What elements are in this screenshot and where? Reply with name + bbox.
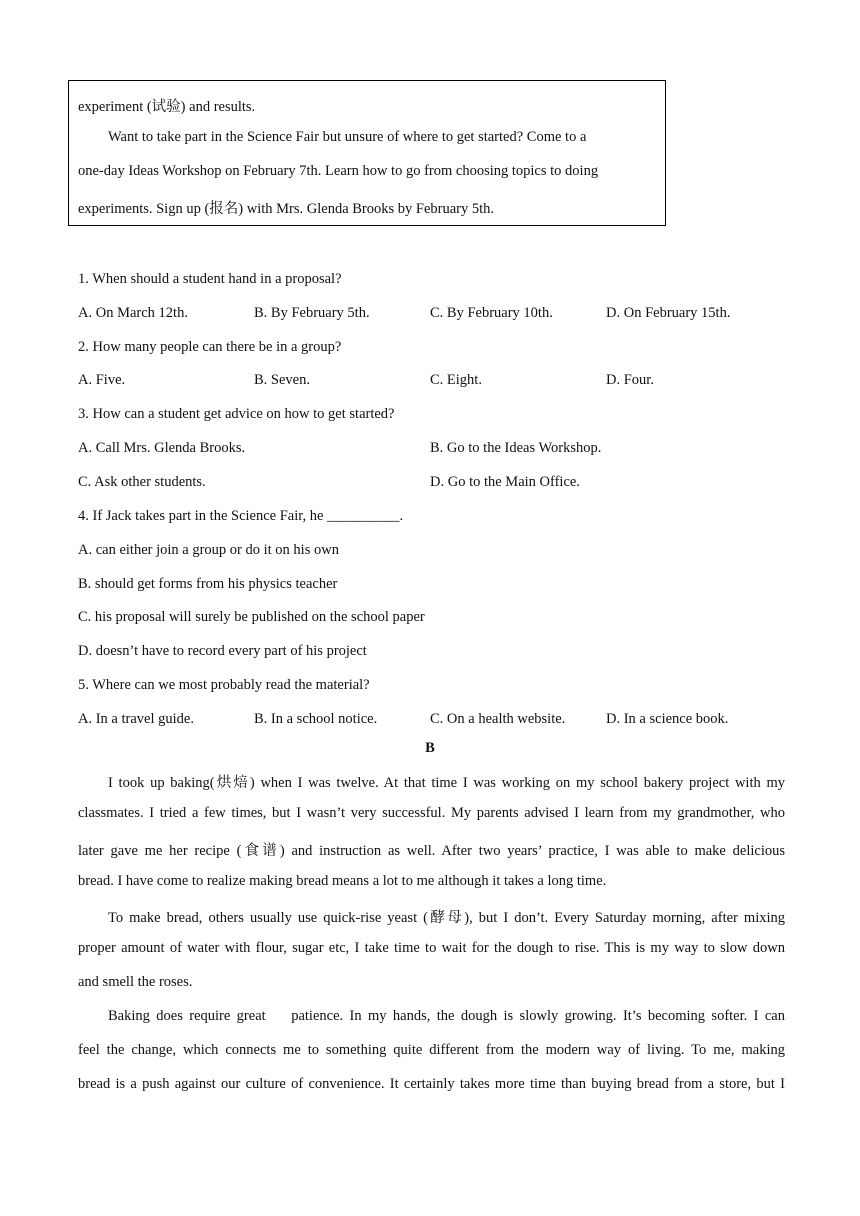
option-b: B. Go to the Ideas Workshop.	[430, 440, 602, 456]
paragraph-line: To make bread, others usually use quick-rise yeast (酵母), but I don’t. Every Saturday morning, after mixing	[108, 910, 785, 926]
section-heading: B	[425, 740, 435, 756]
option-c: C. By February 10th.	[430, 305, 553, 321]
option-d: D. In a science book.	[606, 711, 729, 727]
question-stem: 2. How many people can there be in a group?	[78, 339, 342, 355]
paragraph-line: bread is a push against our culture of convenience. It certainly takes more time than buying bread from a store, but I	[78, 1076, 785, 1092]
option-b: B. In a school notice.	[254, 711, 378, 727]
option-d: D. On February 15th.	[606, 305, 731, 321]
option-b: B. Seven.	[254, 372, 310, 388]
option-d: D. Go to the Main Office.	[430, 474, 580, 490]
question-stem: 4. If Jack takes part in the Science Fair, he __________.	[78, 508, 404, 524]
option-c: C. his proposal will surely be published on the school paper	[78, 609, 425, 625]
paragraph-line: feel the change, which connects me to something quite different from the modern way of living. To me, making	[78, 1042, 785, 1058]
question-stem: 3. How can a student get advice on how to get started?	[78, 406, 395, 422]
option-b: B. should get forms from his physics teacher	[78, 576, 338, 592]
paragraph-line: classmates. I tried a few times, but I wasn’t very successful. My parents advised I learn from my grandmother, who	[78, 805, 785, 821]
question-stem: 5. Where can we most probably read the material?	[78, 677, 370, 693]
passage-a-line: Want to take part in the Science Fair but unsure of where to get started? Come to a	[108, 129, 587, 145]
option-b: B. By February 5th.	[254, 305, 370, 321]
option-c: C. Ask other students.	[78, 474, 206, 490]
option-a: A. can either join a group or do it on his own	[78, 542, 339, 558]
option-a: A. Call Mrs. Glenda Brooks.	[78, 440, 246, 456]
question-stem: 1. When should a student hand in a proposal?	[78, 271, 342, 287]
option-a: A. On March 12th.	[78, 305, 188, 321]
option-a: A. Five.	[78, 372, 126, 388]
paragraph-line: bread. I have come to realize making bread means a lot to me although it takes a long time.	[78, 873, 607, 889]
passage-a-line: one-day Ideas Workshop on February 7th. Learn how to go from choosing topics to doing	[78, 163, 599, 179]
option-d: D. doesn’t have to record every part of his project	[78, 643, 367, 659]
option-a: A. In a travel guide.	[78, 711, 194, 727]
option-c: C. Eight.	[430, 372, 482, 388]
paragraph-line: I took up baking(烘焙) when I was twelve. At that time I was working on my school bakery project with my	[108, 775, 785, 791]
paragraph-line: later gave me her recipe (食谱) and instruction as well. After two years’ practice, I was able to make delicious	[78, 843, 785, 859]
paragraph-line: and smell the roses.	[78, 974, 193, 990]
option-d: D. Four.	[606, 372, 654, 388]
paragraph-line: proper amount of water with flour, sugar etc, I take time to wait for the dough to rise. This is my way to slow down	[78, 940, 785, 956]
paragraph-line: Baking does require great patience. In my hands, the dough is slowly growing. It’s becoming softer. I can	[108, 1008, 785, 1024]
option-c: C. On a health website.	[430, 711, 566, 727]
passage-a-line: experiments. Sign up (报名) with Mrs. Glenda Brooks by February 5th.	[78, 201, 495, 217]
passage-a-line: experiment (试验) and results.	[78, 99, 256, 115]
